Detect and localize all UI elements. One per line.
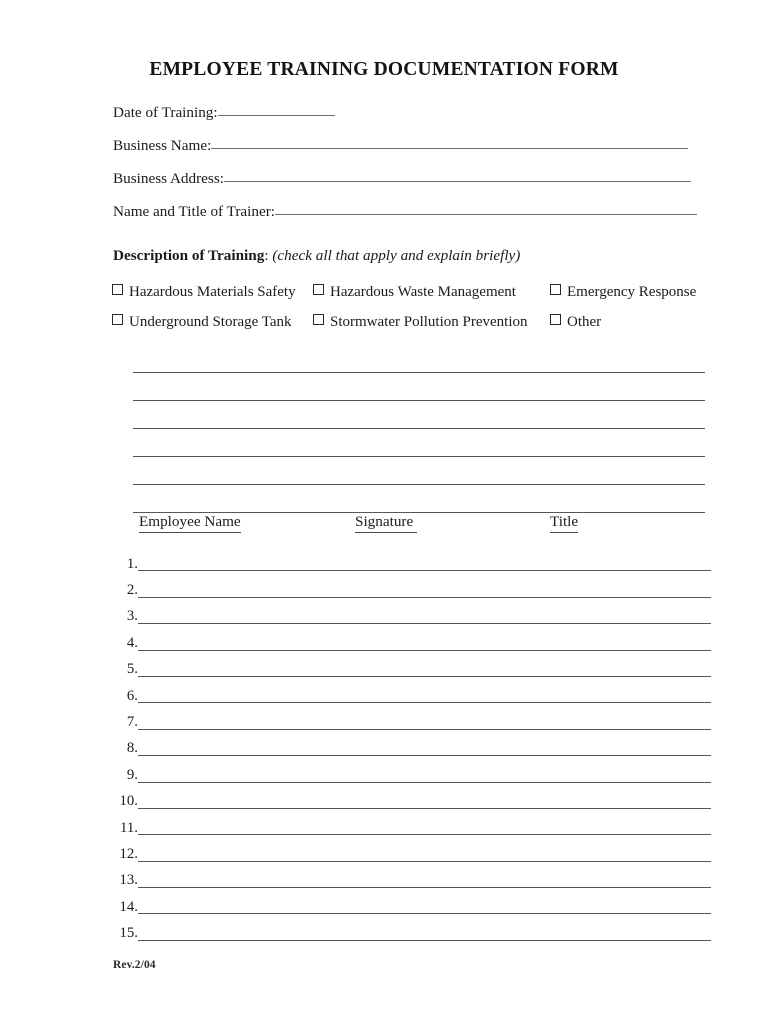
field-label-date-of-training: Date of Training: [113, 104, 218, 121]
training-type-checkbox-group [112, 284, 712, 344]
row-number: 2. [126, 581, 138, 598]
description-line[interactable] [133, 429, 705, 457]
checkbox-other[interactable] [550, 314, 710, 331]
checkbox-square-icon[interactable] [550, 314, 561, 325]
column-header-signature: Signature [355, 513, 417, 533]
row-write-in-line[interactable] [138, 755, 711, 756]
field-input-business-name[interactable] [211, 136, 688, 149]
row-write-in-line[interactable] [138, 834, 711, 835]
row-write-in-line[interactable] [138, 676, 711, 677]
checkbox-square-icon[interactable] [313, 314, 324, 325]
table-row [113, 812, 711, 838]
checkbox-square-icon[interactable] [112, 284, 123, 295]
table-row [113, 654, 711, 680]
description-line[interactable] [133, 401, 705, 429]
field-row-trainer-name-title [113, 203, 713, 236]
checkbox-label: Hazardous Waste Management [330, 284, 516, 300]
checkbox-square-icon[interactable] [550, 284, 561, 295]
field-input-business-address[interactable] [224, 169, 691, 182]
row-number: 15. [119, 925, 138, 942]
checkbox-label: Emergency Response [567, 284, 697, 300]
column-header-employee-name: Employee Name [139, 513, 241, 533]
field-label-business-name: Business Name: [113, 137, 212, 154]
field-row-business-address [113, 170, 713, 203]
row-write-in-line[interactable] [138, 702, 711, 703]
description-heading-instruction: (check all that apply and explain briefly) [268, 247, 521, 264]
field-input-trainer-name-title[interactable] [275, 202, 697, 215]
row-write-in-line[interactable] [138, 729, 711, 730]
table-row [113, 838, 711, 864]
row-write-in-line[interactable] [138, 782, 711, 783]
signature-table-header [139, 513, 711, 535]
field-row-date-of-training [113, 104, 713, 137]
row-write-in-line[interactable] [138, 887, 711, 888]
row-write-in-line[interactable] [138, 650, 711, 651]
checkbox-square-icon[interactable] [112, 314, 123, 325]
table-row [113, 706, 711, 732]
checkbox-hazardous-materials-safety[interactable] [112, 284, 313, 301]
table-row [113, 759, 711, 785]
table-row [113, 627, 711, 653]
description-line[interactable] [133, 485, 705, 513]
table-row [113, 865, 711, 891]
page-title: EMPLOYEE TRAINING DOCUMENTATION FORM [149, 59, 619, 81]
table-row [113, 548, 711, 574]
table-row [113, 891, 711, 917]
row-number: 10. [119, 793, 138, 810]
description-write-in-lines [133, 345, 705, 513]
column-header-title: Title [550, 513, 578, 533]
row-number: 14. [119, 898, 138, 915]
row-number: 5. [126, 661, 138, 678]
row-write-in-line[interactable] [138, 913, 711, 914]
table-row [113, 680, 711, 706]
description-heading-colon: : [264, 247, 269, 264]
row-write-in-line[interactable] [138, 597, 711, 598]
table-row [113, 601, 711, 627]
table-row [113, 733, 711, 759]
checkbox-row-2 [112, 314, 712, 344]
description-line[interactable] [133, 457, 705, 485]
field-input-date-of-training[interactable] [218, 103, 335, 116]
row-number: 12. [119, 845, 138, 862]
row-write-in-line[interactable] [138, 623, 711, 624]
field-label-business-address: Business Address: [113, 170, 224, 187]
signature-table-body [113, 548, 711, 944]
checkbox-hazardous-waste-management[interactable] [313, 284, 550, 301]
checkbox-label: Stormwater Pollution Prevention [330, 314, 528, 330]
header-fields [113, 104, 713, 236]
row-number: 8. [126, 740, 138, 757]
checkbox-underground-storage-tank[interactable] [112, 314, 313, 331]
row-number: 4. [126, 634, 138, 651]
revision-footer: Rev.2/04 [113, 959, 156, 971]
row-write-in-line[interactable] [138, 570, 711, 571]
row-write-in-line[interactable] [138, 861, 711, 862]
checkbox-label: Hazardous Materials Safety [129, 284, 296, 300]
checkbox-label: Underground Storage Tank [129, 314, 292, 330]
description-of-training-heading [113, 247, 520, 265]
description-line[interactable] [133, 373, 705, 401]
row-number: 6. [126, 687, 138, 704]
row-number: 1. [126, 555, 138, 572]
row-write-in-line[interactable] [138, 940, 711, 941]
checkbox-emergency-response[interactable] [550, 284, 710, 301]
field-label-trainer-name-title: Name and Title of Trainer: [113, 203, 275, 220]
row-number: 7. [126, 713, 138, 730]
table-row [113, 786, 711, 812]
row-number: 13. [119, 872, 138, 889]
row-number: 11. [120, 819, 138, 836]
table-row [113, 917, 711, 943]
field-row-business-name [113, 137, 713, 170]
checkbox-label: Other [567, 314, 602, 330]
checkbox-square-icon[interactable] [313, 284, 324, 295]
row-write-in-line[interactable] [138, 808, 711, 809]
table-row [113, 574, 711, 600]
row-number: 3. [126, 608, 138, 625]
description-heading-label: Description of Training [113, 247, 265, 264]
checkbox-row-1 [112, 284, 712, 314]
row-number: 9. [126, 766, 138, 783]
description-line[interactable] [133, 345, 705, 373]
checkbox-stormwater-pollution-prevention[interactable] [313, 314, 550, 331]
